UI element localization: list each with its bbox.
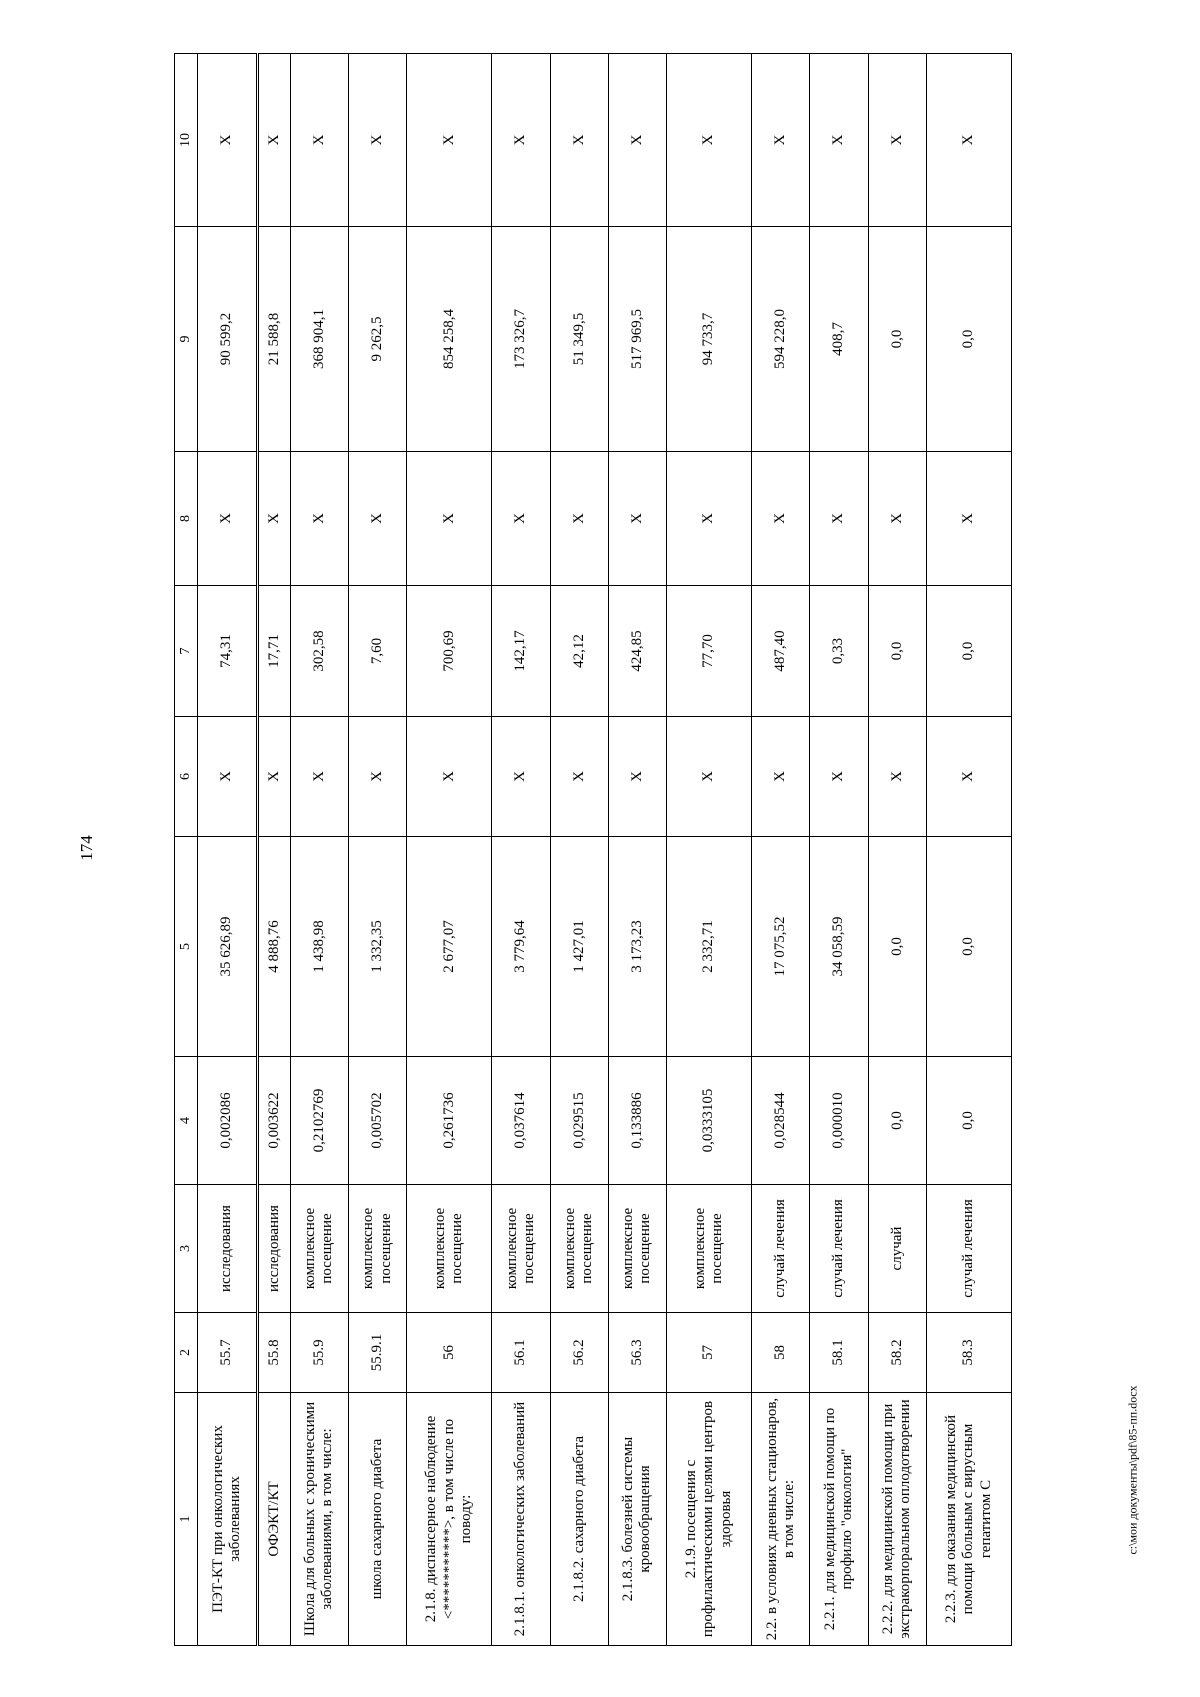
table-cell: 2.2.2. для медицинской помощи при экстракорпоральном оплодотворении [868, 1393, 926, 1646]
table-cell: X [752, 452, 810, 586]
table-cell: X [926, 717, 1011, 837]
table-cell: 408,7 [810, 227, 868, 452]
table-cell: 74,31 [198, 586, 258, 717]
page-number: 174 [77, 835, 96, 861]
table-cell: 0,261736 [407, 1057, 492, 1185]
footer-file-path: c:\мои документы\pdf\85-пп.docx [1125, 1385, 1140, 1555]
table-cell: 1 332,35 [349, 837, 407, 1057]
table-cell: 55.9 [290, 1313, 348, 1393]
table-cell: 0,0 [868, 1057, 926, 1185]
table-cell: 0,2102769 [290, 1057, 348, 1185]
table-cell: 0,0333105 [667, 1057, 752, 1185]
table-cell: X [608, 54, 666, 227]
table-cell: X [608, 717, 666, 837]
table-cell: случай [868, 1185, 926, 1313]
table-cell: X [926, 452, 1011, 586]
column-header: 3 [175, 1185, 198, 1313]
table-cell: 34 058,59 [810, 837, 868, 1057]
table-row [349, 54, 407, 1646]
table-cell: 0,0 [868, 837, 926, 1057]
table-cell: комплексное посещение [349, 1185, 407, 1313]
table-cell: ПЭТ-КТ при онкологических заболеваниях [198, 1393, 258, 1646]
table-cell: 57 [667, 1313, 752, 1393]
table-cell: 0,0 [926, 227, 1011, 452]
table-cell: X [608, 452, 666, 586]
table-cell: X [198, 717, 258, 837]
column-header: 8 [175, 452, 198, 586]
table-row [407, 54, 492, 1646]
table-cell: 0,037614 [492, 1057, 550, 1185]
table-cell: X [550, 54, 608, 227]
table-cell: 55.7 [198, 1313, 258, 1393]
table-cell: 1 427,01 [550, 837, 608, 1057]
table-cell: X [868, 717, 926, 837]
table-cell: X [198, 452, 258, 586]
table-cell: 173 326,7 [492, 227, 550, 452]
table-row [868, 54, 926, 1646]
table-cell: 2.2. в условиях дневных стационаров, в том числе: [752, 1393, 810, 1646]
table-cell: исследования [257, 1185, 290, 1313]
table-cell: X [810, 717, 868, 837]
table-cell: 55.9.1 [349, 1313, 407, 1393]
table-cell: 0,002086 [198, 1057, 258, 1185]
table-cell: 42,12 [550, 586, 608, 717]
table-cell: X [407, 717, 492, 837]
table-cell: X [290, 717, 348, 837]
table-cell: 517 969,5 [608, 227, 666, 452]
table-cell: 7,60 [349, 586, 407, 717]
table-row [290, 54, 348, 1646]
table-row [667, 54, 752, 1646]
column-header: 1 [175, 1393, 198, 1646]
table-cell: 700,69 [407, 586, 492, 717]
table-cell: X [550, 717, 608, 837]
table-cell: X [349, 452, 407, 586]
table-cell: комплексное посещение [667, 1185, 752, 1313]
table-row [752, 54, 810, 1646]
table-cell: X [868, 452, 926, 586]
table-cell: исследования [198, 1185, 258, 1313]
table-cell: 56.3 [608, 1313, 666, 1393]
column-header: 9 [175, 227, 198, 452]
table-cell: X [752, 717, 810, 837]
header-row [175, 54, 198, 1646]
table-row [550, 54, 608, 1646]
table-cell: комплексное посещение [290, 1185, 348, 1313]
table-cell: 0,0 [926, 1057, 1011, 1185]
table-cell: X [407, 54, 492, 227]
table-cell: 0,0 [868, 227, 926, 452]
table-cell: 3 173,23 [608, 837, 666, 1057]
table-cell: 9 262,5 [349, 227, 407, 452]
table-cell: X [198, 54, 258, 227]
table-cell: 487,40 [752, 586, 810, 717]
table-cell: 3 779,64 [492, 837, 550, 1057]
table-cell: X [492, 717, 550, 837]
table-cell: X [810, 54, 868, 227]
table-cell: X [290, 452, 348, 586]
table-cell: 142,17 [492, 586, 550, 717]
table-cell: 56.2 [550, 1313, 608, 1393]
table-cell: 594 228,0 [752, 227, 810, 452]
table-cell: X [926, 54, 1011, 227]
table-cell: X [492, 452, 550, 586]
table-cell: X [407, 452, 492, 586]
table-cell: X [667, 452, 752, 586]
table-cell: 0,000010 [810, 1057, 868, 1185]
table-cell: 0,0 [926, 837, 1011, 1057]
table-cell: 1 438,98 [290, 837, 348, 1057]
table-cell: 56 [407, 1313, 492, 1393]
table-cell: 2.1.8.2. сахарного диабета [550, 1393, 608, 1646]
column-header: 5 [175, 837, 198, 1057]
table-cell: X [349, 54, 407, 227]
table-cell: 17 075,52 [752, 837, 810, 1057]
table-cell: X [257, 717, 290, 837]
table-cell: X [868, 54, 926, 227]
table-cell: 58.1 [810, 1313, 868, 1393]
column-header: 6 [175, 717, 198, 837]
table-cell: случай лечения [926, 1185, 1011, 1313]
table-cell: школа сахарного диабета [349, 1393, 407, 1646]
table-cell: ОФЭКТ/КТ [257, 1393, 290, 1646]
table-cell: 0,33 [810, 586, 868, 717]
table-cell: 0,133886 [608, 1057, 666, 1185]
table-cell: 0,003622 [257, 1057, 290, 1185]
table-cell: 58.3 [926, 1313, 1011, 1393]
table-cell: 0,005702 [349, 1057, 407, 1185]
table-cell: X [667, 54, 752, 227]
table-row [608, 54, 666, 1646]
table-cell: 0,029515 [550, 1057, 608, 1185]
table-cell: X [257, 54, 290, 227]
table-row [492, 54, 550, 1646]
table-cell: 0,028544 [752, 1057, 810, 1185]
table-cell: 55.8 [257, 1313, 290, 1393]
column-header: 10 [175, 54, 198, 227]
table-cell: X [667, 717, 752, 837]
table-cell: 56.1 [492, 1313, 550, 1393]
table-cell: 2.2.3. для оказания медицинской помощи больным с вирусным гепатитом С [926, 1393, 1011, 1646]
table-cell: 0,0 [868, 586, 926, 717]
table-cell: X [550, 452, 608, 586]
column-header: 7 [175, 586, 198, 717]
table-cell: комплексное посещение [492, 1185, 550, 1313]
rotated-table-frame [174, 54, 1012, 1646]
table-cell: 58.2 [868, 1313, 926, 1393]
table-cell: 2.1.8.3. болезней системы кровообращения [608, 1393, 666, 1646]
table-cell: 2.1.8.1. онкологических заболеваний [492, 1393, 550, 1646]
table-row [810, 54, 868, 1646]
table-cell: 21 588,8 [257, 227, 290, 452]
table-body [175, 54, 1012, 1646]
table-cell: Школа для больных с хроническими заболеваниями, в том числе: [290, 1393, 348, 1646]
table-cell: 17,71 [257, 586, 290, 717]
table-cell: X [257, 452, 290, 586]
table-cell: 58 [752, 1313, 810, 1393]
table-cell: 2 677,07 [407, 837, 492, 1057]
table-cell: 2.1.9. посещения с профилактическими целями центров здоровья [667, 1393, 752, 1646]
table-cell: 2 332,71 [667, 837, 752, 1057]
table-cell: 35 626,89 [198, 837, 258, 1057]
table-cell: X [492, 54, 550, 227]
table-cell: случай лечения [752, 1185, 810, 1313]
tariff-table [174, 53, 1012, 1646]
table-cell: 77,70 [667, 586, 752, 717]
table-cell: 854 258,4 [407, 227, 492, 452]
table-cell: 2.2.1. для медицинской помощи по профилю "онкология" [810, 1393, 868, 1646]
column-header: 2 [175, 1313, 198, 1393]
table-cell: X [752, 54, 810, 227]
table-cell: комплексное посещение [608, 1185, 666, 1313]
table-cell: 90 599,2 [198, 227, 258, 452]
table-cell: 2.1.8. диспансерное наблюдение <***********>, в том числе по поводу: [407, 1393, 492, 1646]
table-row [926, 54, 1011, 1646]
table-cell: 51 349,5 [550, 227, 608, 452]
table-cell: 368 904,1 [290, 227, 348, 452]
table-container [174, 54, 1012, 1646]
table-row [198, 54, 258, 1646]
table-cell: X [290, 54, 348, 227]
table-cell: комплексное посещение [550, 1185, 608, 1313]
table-cell: 424,85 [608, 586, 666, 717]
table-cell: X [349, 717, 407, 837]
table-cell: 4 888,76 [257, 837, 290, 1057]
table-cell: 94 733,7 [667, 227, 752, 452]
table-cell: 0,0 [926, 586, 1011, 717]
table-row [257, 54, 290, 1646]
table-cell: случай лечения [810, 1185, 868, 1313]
table-cell: комплексное посещение [407, 1185, 492, 1313]
column-header: 4 [175, 1057, 198, 1185]
table-cell: X [810, 452, 868, 586]
table-cell: 302,58 [290, 586, 348, 717]
